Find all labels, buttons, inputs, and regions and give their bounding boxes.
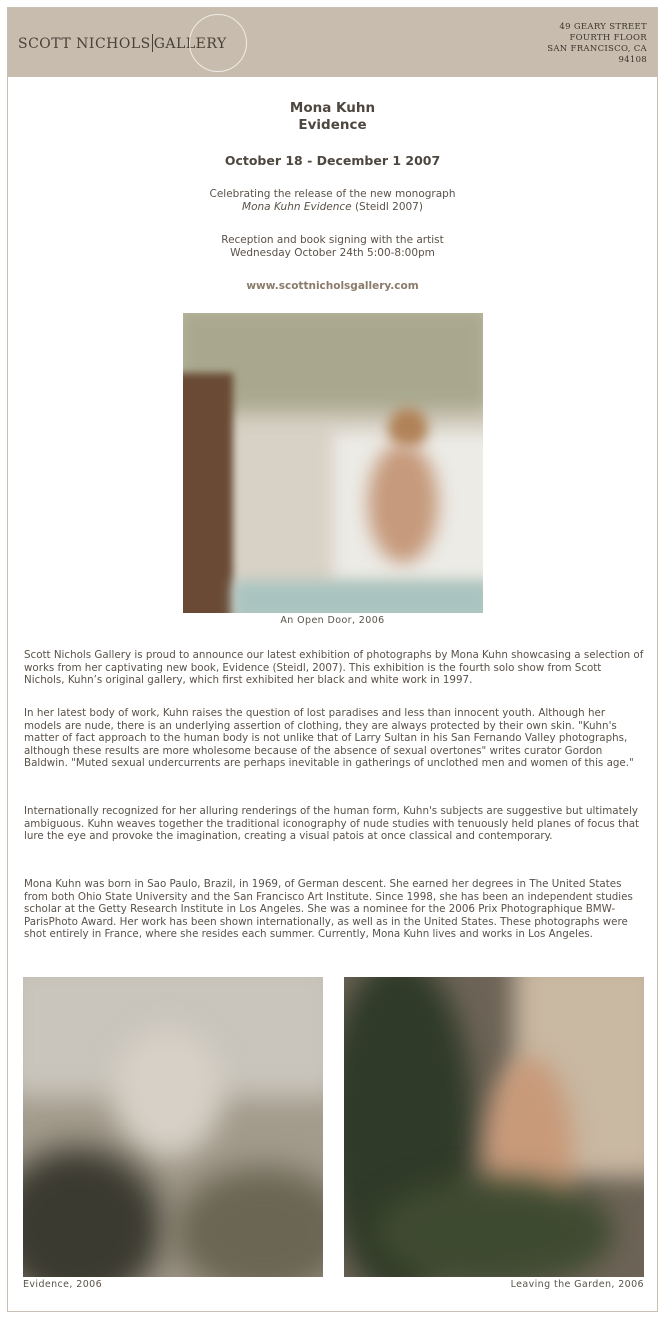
body-paragraph: Scott Nichols Gallery is proud to announce our latest exhibition of photographs by Mona Kuhn showcasing a selection of works from her captivating new book, Evidence (Steidl, 2007). This exhibition is the fourth solo show from Scott Nichols, Kuhn’s original gallery, which first exhibited her black and white work in 1997. [24,649,644,686]
exhibition-name: Evidence [298,117,367,133]
address-line: 49 GEARY STREET [559,22,647,32]
body-paragraph: Internationally recognized for her alluring renderings of the human form, Kuhn's subjects are suggestive but ultimately ambiguous. Kuhn weaves together the traditional iconography of nude studies with tenuously held planes of focus that lure the eye and provoke the imagination, creating a visual patois at once classical and contemporary. [24,805,640,842]
address-line: FOURTH FLOOR [569,33,647,43]
exhibition-dates: October 18 - December 1 2007 [224,153,441,168]
website-link[interactable]: www.scottnicholsgallery.com [246,280,419,292]
address-line: SAN FRANCISCO, CA [547,44,647,54]
logo-text-right: GALLERY [153,36,227,52]
gallery-address [547,22,647,66]
main-photograph[interactable] [183,313,483,613]
reception-time: Wednesday October 24th 5:00-8:00pm [230,246,435,259]
reception-info [8,234,657,259]
body-paragraph: Mona Kuhn was born in Sao Paulo, Brazil, in 1969, of German descent. She earned her degrees in The United States from both Ohio State University and the San Francisco Art Institute. Since 1998, she has been an independent studies scholar at the Getty Research Institute in Los Angeles. She was a nominee for the 2006 Prix Photographique BMW-ParisPhoto Award. Her work has been shown internationally, as well as in the United States. These photographs were shot entirely in France, where she resides each summer. Currently, Mona Kuhn lives and works in Los Angeles. [24,878,633,940]
logo-text-left: SCOTT NICHOLS [18,36,151,52]
book-line [8,201,657,214]
leaving-the-garden-caption: Leaving the Garden, 2006 [510,1279,644,1290]
celebrate-text: Celebrating the release of the new monograph [209,188,456,200]
evidence-photograph[interactable] [23,977,323,1277]
leaving-the-garden-photograph[interactable] [344,977,644,1277]
newsletter-frame [7,7,658,1312]
main-photo-caption: An Open Door, 2006 [280,615,385,626]
body-paragraph: In her latest body of work, Kuhn raises the question of lost paradises and less than innocent youth. Although her models are nude, there is an underlying assertion of clothing, they are always protected by their own skin. "Kuhn's matter of fact approach to the human body is not unlike that of Larry Sultan in his San Fernando Valley photographs, although these results are more wholesome because of the absence of sexual overtones" writes curator Gordon Baldwin. "Muted sexual undercurrents are perhaps inevitable in gatherings of unclothed men and women of this age." [24,707,634,769]
artist-name: Mona Kuhn [289,100,376,116]
logo-divider [152,34,153,52]
book-publisher: (Steidl 2007) [351,200,423,213]
logo-circle-icon [189,14,247,72]
book-title: Mona Kuhn Evidence [242,200,352,213]
reception-text: Reception and book signing with the artist [221,234,444,246]
header-banner [8,8,657,77]
exhibition-title [8,100,657,134]
evidence-caption: Evidence, 2006 [23,1279,103,1290]
address-line: 94108 [618,55,647,65]
monograph-announcement [8,188,657,213]
